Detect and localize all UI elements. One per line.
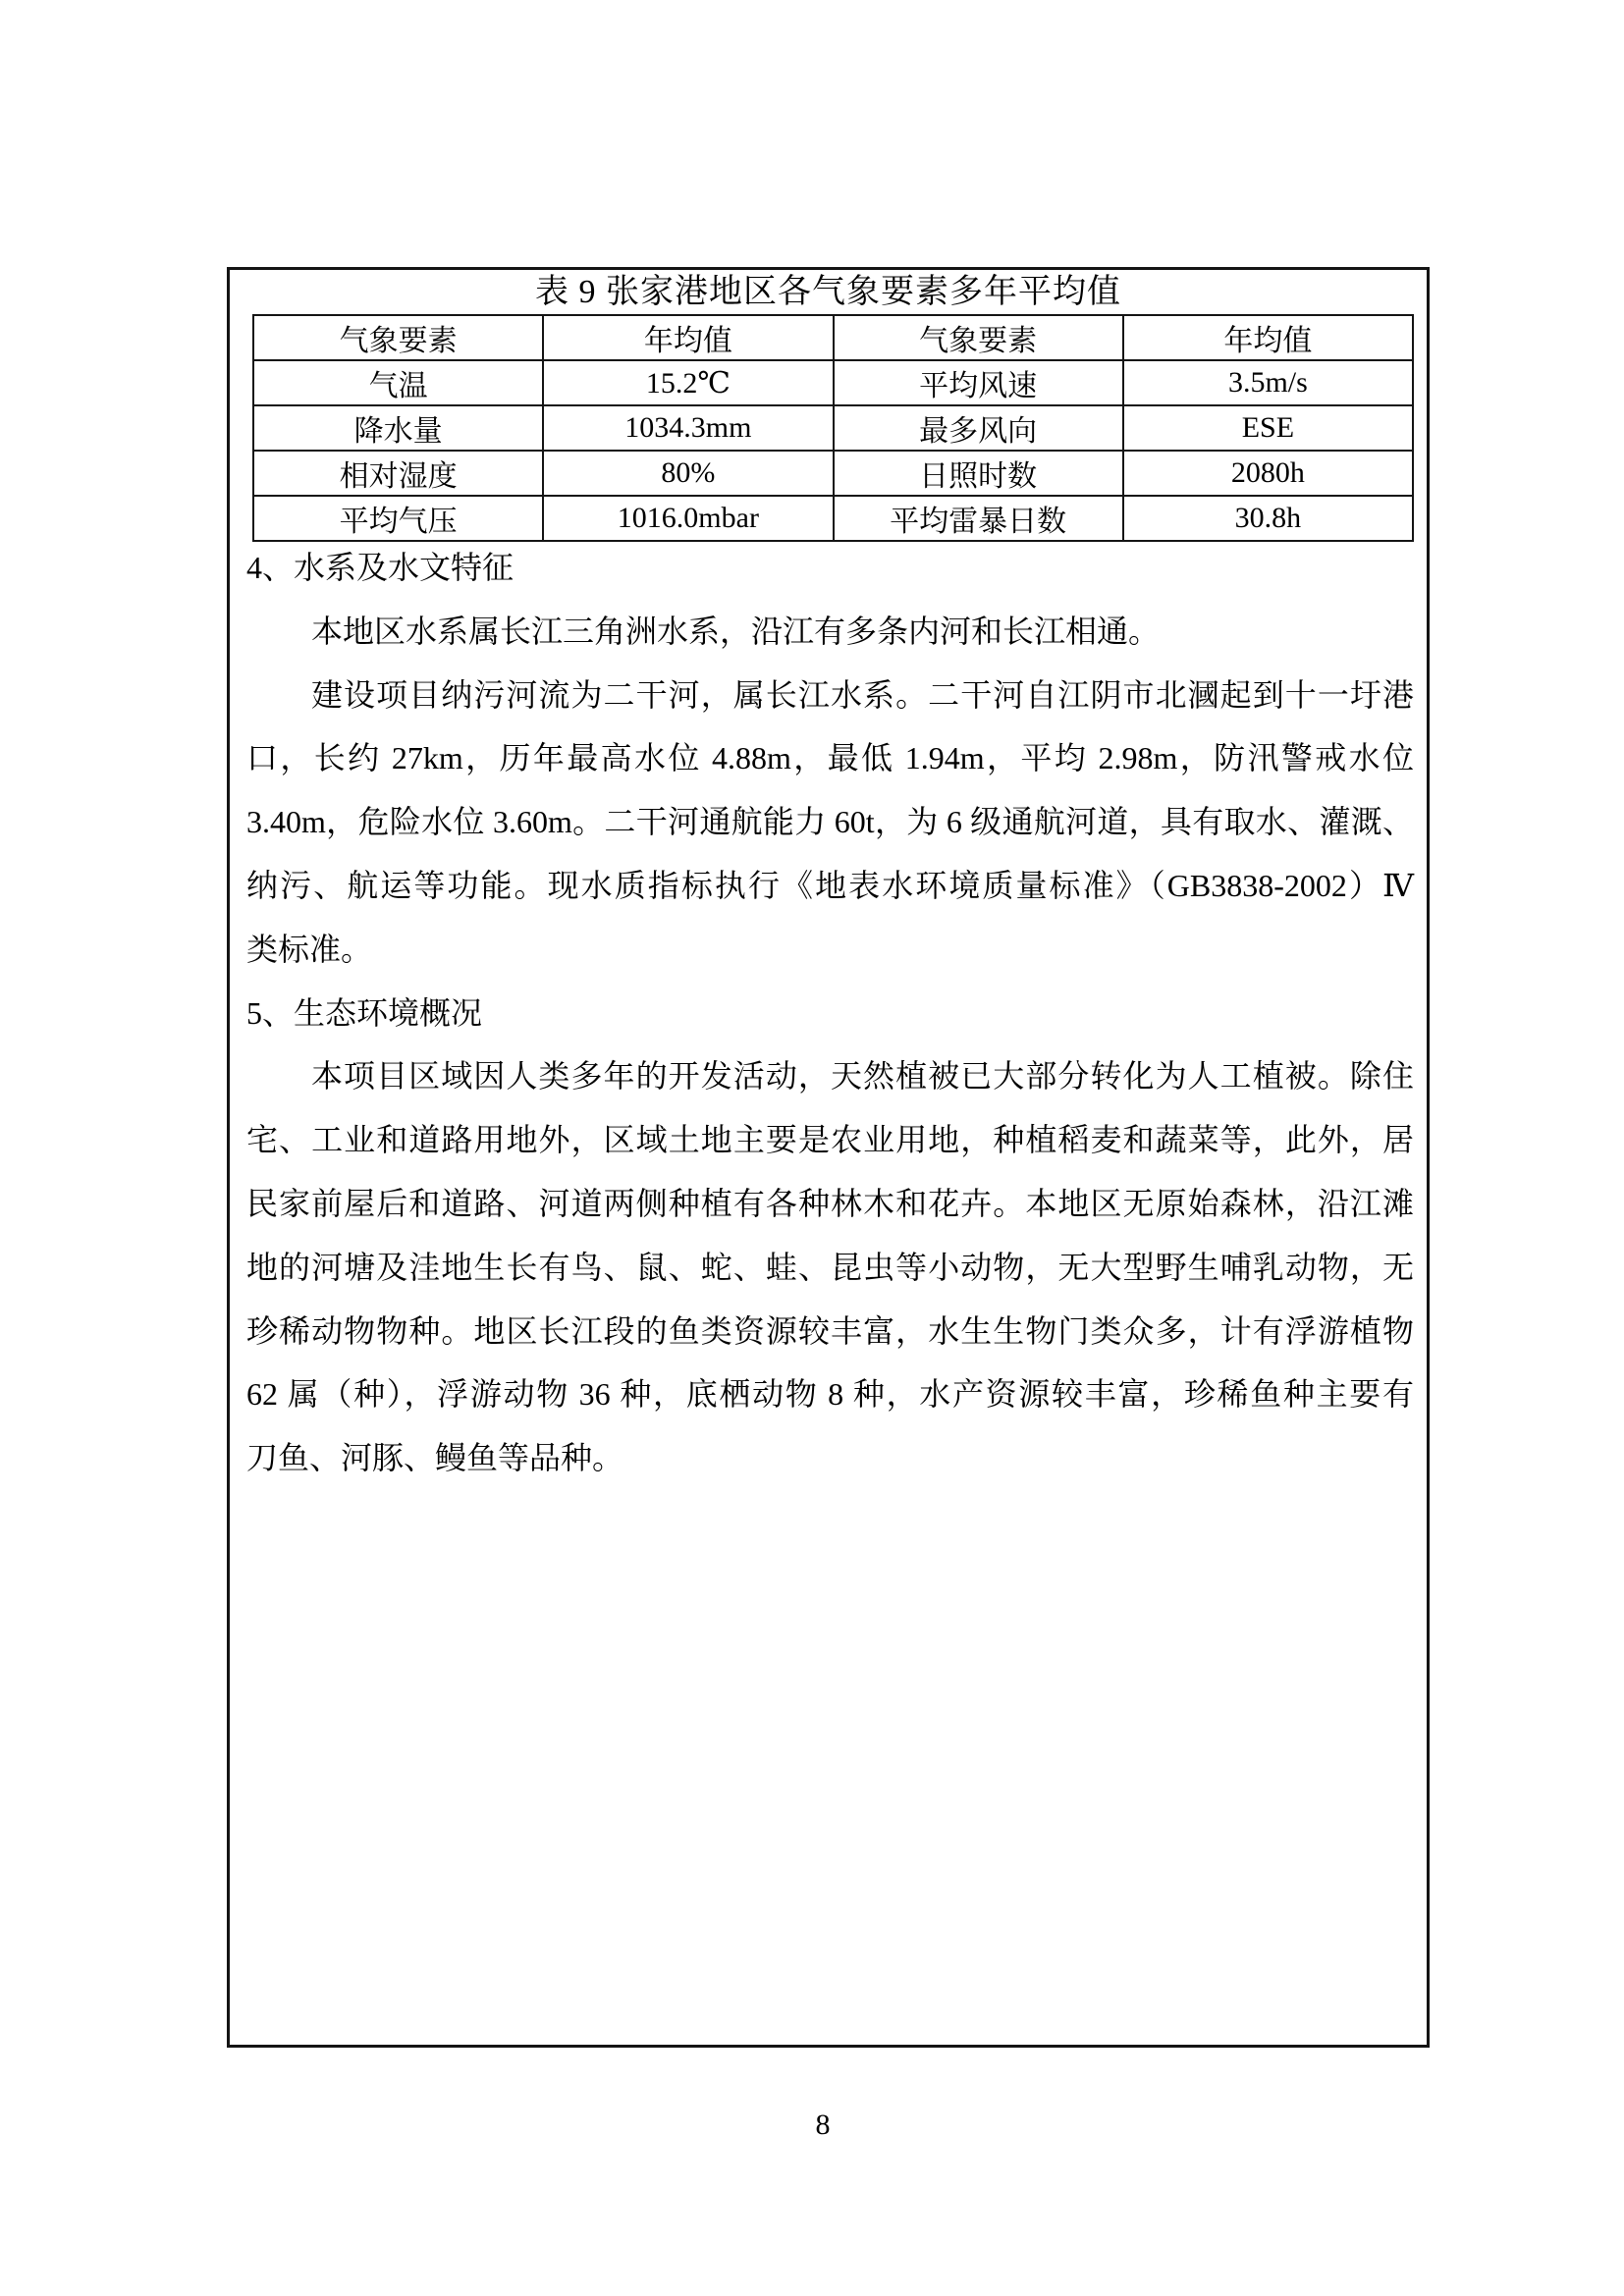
table-row	[253, 496, 1413, 541]
table-cell: 最多风向	[834, 405, 1123, 451]
header-cell-value-2: 年均值	[1123, 315, 1413, 360]
table-cell: 相对湿度	[253, 451, 543, 496]
page-number: 8	[815, 2109, 831, 2141]
header-cell-element-2: 气象要素	[834, 315, 1123, 360]
document-body	[246, 536, 1414, 1490]
table-cell: 30.8h	[1123, 496, 1413, 541]
section-5-heading: 5、生态环境概况	[246, 994, 483, 1031]
table-cell: ESE	[1123, 405, 1413, 451]
table-row	[253, 405, 1413, 451]
table-cell: 平均风速	[834, 360, 1123, 405]
body-line: 民家前屋后和道路、河道两侧种植有各种林木和花卉。本地区无原始森林，沿江滩	[246, 1185, 1414, 1221]
content-box	[227, 267, 1430, 2048]
table-row	[253, 451, 1413, 496]
table-cell: 日照时数	[834, 451, 1123, 496]
table-cell: 3.5m/s	[1123, 360, 1413, 405]
table-cell: 15.2℃	[543, 360, 833, 405]
body-line: 宅、工业和道路用地外，区域土地主要是农业用地，种植稻麦和蔬菜等，此外，居	[246, 1122, 1414, 1158]
table-cell: 1016.0mbar	[543, 496, 833, 541]
table-cell: 2080h	[1123, 451, 1413, 496]
table-cell: 80%	[543, 451, 833, 496]
body-line: 刀鱼、河豚、鳗鱼等品种。	[246, 1440, 624, 1476]
body-line: 珍稀动物物种。地区长江段的鱼类资源较丰富，水生生物门类众多，计有浮游植物	[246, 1312, 1414, 1349]
table-cell: 1034.3mm	[543, 405, 833, 451]
body-line: 建设项目纳污河流为二干河，属长江水系。二干河自江阴市北漍起到十一圩港	[311, 676, 1414, 713]
table-row	[253, 360, 1413, 405]
section-4-heading: 4、水系及水文特征	[246, 550, 514, 585]
weather-table	[252, 314, 1414, 542]
table-header-row	[253, 315, 1413, 360]
body-line: 口，长约 27km，历年最高水位 4.88m，最低 1.94m，平均 2.98m，防汛警戒水位	[246, 740, 1414, 776]
table-cell: 气温	[253, 360, 543, 405]
body-line: 本项目区域因人类多年的开发活动，天然植被已大部分转化为人工植被。除住	[311, 1058, 1414, 1095]
body-line: 纳污、航运等功能。现水质指标执行《地表水环境质量标准》（GB3838-2002）Ⅳ	[246, 867, 1414, 903]
body-line: 类标准。	[246, 931, 373, 967]
table-cell: 平均气压	[253, 496, 543, 541]
body-line: 本地区水系属长江三角洲水系，沿江有多条内河和长江相通。	[311, 613, 1161, 649]
table-caption: 表 9 张家港地区各气象要素多年平均值	[535, 274, 1121, 310]
body-line: 地的河塘及洼地生长有鸟、鼠、蛇、蛙、昆虫等小动物，无大型野生哺乳动物，无	[246, 1249, 1414, 1285]
weather-table-header	[253, 315, 1413, 360]
body-line: 62 属（种），浮游动物 36 种，底栖动物 8 种，水产资源较丰富，珍稀鱼种主要有	[246, 1376, 1414, 1413]
header-cell-value-1: 年均值	[543, 315, 833, 360]
weather-table-body	[253, 360, 1413, 541]
table-cell: 降水量	[253, 405, 543, 451]
header-cell-element-1: 气象要素	[253, 315, 543, 360]
table-cell: 平均雷暴日数	[834, 496, 1123, 541]
body-line: 3.40m，危险水位 3.60m。二干河通航能力 60t，为 6 级通航河道，具有取水、灌溉、	[246, 804, 1414, 840]
